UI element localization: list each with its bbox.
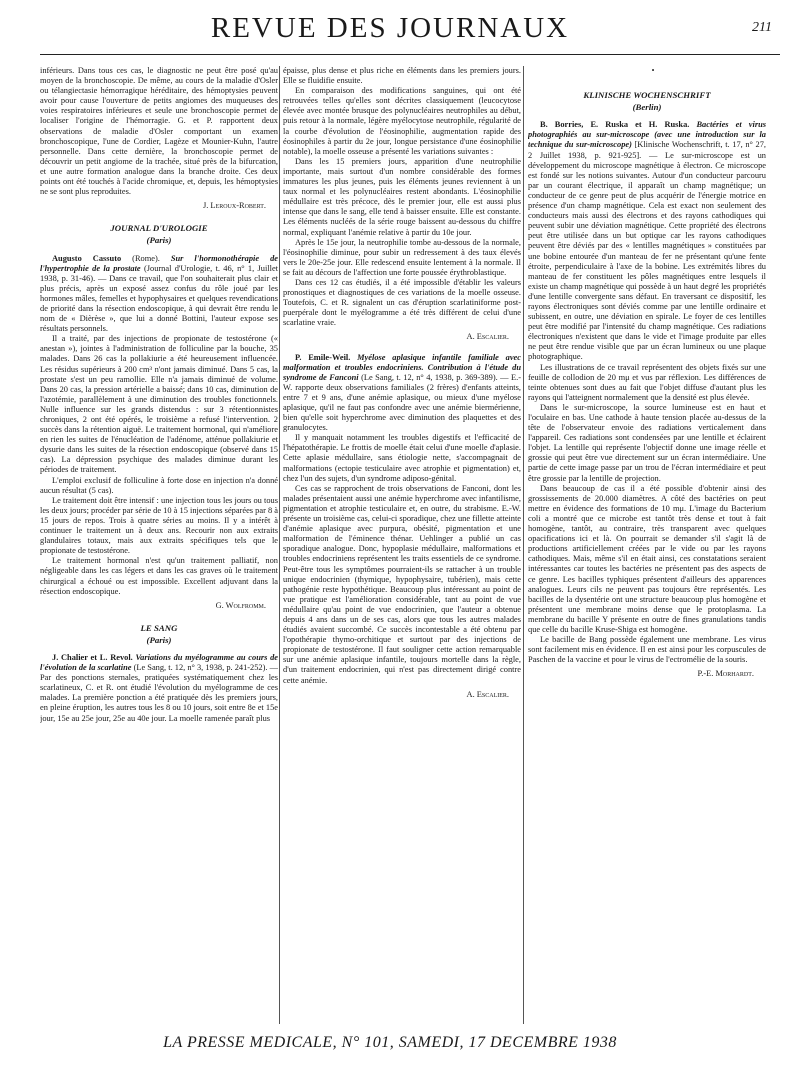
- page-number: 211: [752, 20, 772, 35]
- section-subtitle: (Berlin): [632, 102, 662, 113]
- section-subtitle: (Paris): [146, 235, 172, 246]
- section-title: LE SANG: [140, 622, 178, 633]
- article-author: J. Chalier et L. Revol.: [52, 652, 136, 662]
- paragraph: Après le 15e jour, la neutrophilie tombe au-dessous de la normale, l'éosinophilie diminue, pour subir un redressement à des taux élevés vers le 20e-25e jour. Elle redescend ensuite lentement à la normale. Il se fait au décours de l'affection une forte poussée érythroblastique.: [283, 237, 521, 277]
- column-1: [40, 66, 278, 1028]
- article-author: P. Emile-Weil.: [295, 352, 358, 362]
- paragraph: L'emploi exclusif de folliculine à forte dose en injection n'a donné aucun résultat (5 cas).: [40, 475, 278, 495]
- header-rule: [40, 54, 780, 55]
- page-header: [40, 8, 772, 62]
- paragraph: Dans beaucoup de cas il a été possible d'obtenir ainsi des grossissements de 20.000 diamètres. A côté des bactéries on peut mettre en évidence des formations de 10 mμ. L'image du Bacterium coli a montré que ce microbe est tantôt très dense et tout à fait homogène, tantôt, au contraire, très transparent avec quelques opacifications ici et là. On pourrait se demander s'il s'agit là de productions artificiellement créées par le vide ou par les rayons cathodiques. Mais, même s'il en était ainsi, ces constatations seraient intéressantes car toutes les bactéries ne présentent pas des aspects de ce genre. Les bacilles typhiques présentent d'ailleurs des apparences analogues. Leurs cils ne peuvent pas toujours être représentés. Les bacilles de la dysentérie ont une structure beaucoup plus homogène et présentent une membrane moins dense que le protoplasma. La membrane du bacille Y présente en outre de fines granulations tandis que celle du bacille Kruse-Shiga est homogène.: [528, 483, 766, 634]
- article-title: Variations du myélogramme au cours de l'évolution de la scarlatine: [40, 652, 278, 673]
- signature: P.-E. Morhardt.: [697, 669, 754, 679]
- section-subtitle: (Paris): [146, 634, 172, 645]
- article-reference: (Journal d'Urologie, t. 46, n° 1, Juillet 1938, p. 31-46). — Dans ce travail, que l'on souhaiterait plus clair et plus précis, après un exposé assez confus du rôle joué par les hormones mâles, femelles et hypophysaires et quelques revendications de priorité dans la résection endoscopique, à qui devrait être rendu le nom de « Dièrèse », que lui a donné Bottini, l'auteur expose ses résultats personnels.: [40, 263, 278, 334]
- article-intro: [40, 653, 278, 724]
- article-title: Myélose aplasique infantile familiale avec malformation et troubles endocriniens. Contribution à l'étude du syndrome de Fanconi: [283, 352, 521, 382]
- separator-dot: •: [651, 66, 655, 75]
- paragraph: Le traitement doit être intensif : une injection tous les jours ou tous les deux jours; procéder par série de 10 à 15 injections séparées par 8 à 15 jours de repos. Trois à quatre séries au moins. Il y a intérêt à continuer le traitement un à deux ans. Recourir non aux extraits glandulaires totaux, mais aux extraits spécifiques tels que le propionate de testostérone.: [40, 495, 278, 556]
- article-intro: [528, 120, 766, 362]
- signature: A. Escalier.: [466, 689, 509, 699]
- article-reference: (Le Sang, t. 12, n° 4, 1938, p. 369-389). — E.-W. rapporte deux observations familiales (2 frères) d'enfants atteints, entre 7 et 9 ans, d'une anémie aplasique, ou mieux d'une myélose aplasique, qu'il ne faut pas confondre avec une anémie biermérienne, bien qu'elle soit hyperchrome avec diminution des plaquettes et des granulocytes.: [283, 372, 521, 433]
- article-author: B. Borries, E. Ruska et H. Ruska.: [540, 120, 697, 130]
- article-title: Bactéries et virus photographiés au sur-microscope (avec une introduction sur la technique du sur-microscope): [528, 120, 766, 150]
- column-2: [283, 66, 521, 1028]
- lead-paragraph: épaisse, plus dense et plus riche en éléments dans les premiers jours. Elle se fluidifie ensuite.: [283, 66, 521, 86]
- section-title: KLINISCHE WOCHENSCHRIFT: [583, 90, 711, 101]
- journal-title: REVUE DES JOURNAUX: [210, 12, 570, 44]
- lead-paragraph: inférieurs. Dans tous ces cas, le diagnostic ne peut être posé qu'au moyen de la bronchoscopie. De même, au cours de la maladie d'Osler ou télangiectasie hémorragique héréditaire, des hémoptysies peuvent avoir pour cause l'ouverture de petits angiomes des muqueuses des voies respiratoires inférieures et seule une bronchoscopie permet de localiser l'origine de l'hémorragie. G. et P. rapportent deux observations de maladie d'Osler comportant un examen bronchoscopique, l'une de Cordier, Lagèze et Mounier-Kuhn, l'autre personnelle. Dans cette dernière, la bronchoscopie permet de découvrir un petit angiome de la trachée, situé près de la bifurcation, et une autre formation analogue dans la branche droite. Ces deux points ont été touchés à l'acide chromique, et, depuis, les hémoptysies ne se sont plus reproduites.: [40, 66, 278, 197]
- paragraph: Dans les 15 premiers jours, apparition d'une neutrophilie importante, mais surtout d'un nombre considérable des formes immatures les plus jeunes, puis les éléments jeunes reviennent à un taux normal et les polynucléaires restent abondants. L'éosinophilie médullaire est très précoce, dès le premier jour, elle est aussi plus intense que dans le sang, elle tend à baisser ensuite. Elle est constante. Les éléments nucléés de la série rouge baissent au-dessous du chiffre normal, expliquant l'anémie relative à partir du 10e jour.: [283, 156, 521, 237]
- paragraph: Le bacille de Bang possède également une membrane. Les virus sont facilement mis en évidence. Il en est ainsi pour les corpuscules de Paschen de la vaccine et pour le virus de l'ectromélie de la souris.: [528, 635, 766, 665]
- signature: J. Leroux-Robert.: [202, 201, 266, 211]
- column-3: [528, 66, 766, 1028]
- article-reference: (Le Sang, t. 12, n° 3, 1938, p. 241-252). — Par des ponctions sternales, pratiquées systématiquement chez les scarlatineux, C. et R. ont étudié l'évolution du myélogramme de ces malades. La première ponction a été pratiquée dès les premiers jours, en pleine éruption, les autres tous les 8 ou 10 jours, soit entre 8e et 15e jour, 15e au 25e jour, 25e au 40e jour. La moelle ramenée paraît plus: [40, 663, 278, 723]
- paragraph: Ces cas se rapprochent de trois observations de Fanconi, dont les malades présentaient aussi une anémie hyperchrome avec infantilisme, pigmentation et atrophie testiculaire et, en outre, du strabisme. E.-W. présente un troisième cas, celui-ci sporadique, chez une fillette atteinte d'anémie aplasique avec purpura, obésité, pigmentation et une malformation de l'éminence thénar. Uehlinger a publié un cas sporadique analogue. Donc, hypoplasie médullaire, malformations et troubles endocriniens représentent les traits essentiels de ce syndrome. Peut-être tous les symptômes pourraient-ils se rattacher à un trouble unique endocrinien (thymique, hypophysaire, tubérien), mais cette pathogénie reste hypothétique. Beaucoup plus intéressant au point de vue pratique est l'amélioration considérable, tant au point de vue médullaire qu'au point de vue endocrinien, que l'auteur a obtenue depuis 4 ans dans un de ses cas, alors que tous les autres malades étudiés avaient succombé. Ce succès incontestable a été obtenu par l'opothérapie thymo-orchitique et surtout par des injections de propionate de testostérone. Il faut souligner cette action remarquable sur une anémie aplasique infantile, toujours mortelle dans la règle, d'un traitement endocrinien, qui n'est pas directement dirigé contre cette anémie.: [283, 483, 521, 685]
- paragraph: Il a traité, par des injections de propionate de testostérone (« anestan »), jointes à l'administration de folliculine par la bouche, 35 malades. Dans 26 cas la pollakiurie a été heureusement influencée. Les résidus supérieurs à 200 cm³ n'ont jamais diminué. Dans 5 cas, la prostate s'est un peu ramollie. Elle n'a jamais diminué de volume. Dans 20 cas, la pression artérielle a baissé; dans 10 cas, diminution de l'azotémie, parallèlement à une diminution des troubles fonctionnels. Nulle influence sur les grands distendus : sur 3 rétentionnistes chroniques, 2 ont été opérés, le troisième a refusé l'intervention. 2 succès dans la rétention aiguë. Le traitement hormonal, qui n'améliore en rien les suites de l'énucléation de l'adénome, atténue pollakiurie et dysurie dans les suites de la résection endoscopique (observé dans 15 cas). La dépression psychique des malades diminue durant les périodes de traitement.: [40, 334, 278, 475]
- paragraph: Dans ces 12 cas étudiés, il a été impossible d'établir les valeurs pronostiques et diagnostiques de ces variations de la moelle osseuse. Toutefois, C. et R. signalent un cas d'éruption scarlatiniforme post-puerpérale dont le myélogramme a été très différent de celui d'une scarlatine vraie.: [283, 277, 521, 328]
- signature: A. Escalier.: [466, 332, 509, 342]
- article-author: Augusto Cassuto: [52, 253, 122, 263]
- paragraph: Il y manquait notamment les troubles digestifs et l'efficacité de l'hépatothérapie. Le frottis de moelle était celui d'une moelle d'aplasie. Cette aplasie médullaire, sans étiologie nette, s'accompagnait de malformations (ectopie testiculaire avec atrophie et pigmentation) et, chez l'un des sujets, d'un syndrome adiposo-génital.: [283, 433, 521, 483]
- article-location: (Rome).: [121, 253, 171, 263]
- section-title: JOURNAL D'UROLOGIE: [110, 223, 208, 234]
- paragraph: En comparaison des modifications sanguines, qui ont été retrouvées telles qu'elles sont décrites classiquement (leucocytose élevée avec montée brusque des polynucléaires neutrophiles au début, puis retour à la normale, légère myélocytose neutrophile, régularité de la courbe d'évolution de l'éosinophilie, augmentation rapide des éosinophiles à partir du 2e jour, longue persistance d'une éosinophilie notable), la moelle osseuse a présenté les variations suivantes :: [283, 86, 521, 156]
- page-footer: LA PRESSE MEDICALE, N° 101, SAMEDI, 17 DECEMBRE 1938: [163, 1034, 617, 1051]
- article-title: Sur l'hormonothérapie de l'hypertrophie de la prostate: [40, 253, 278, 273]
- article-intro: [40, 254, 278, 335]
- paragraph: Le traitement hormonal n'est qu'un traitement palliatif, non négligeable dans les cas légers et dans les cas graves où le traitement chirurgical a échoué ou est impossible. Excellent adjuvant dans la résection endoscopique.: [40, 556, 278, 596]
- paragraph: Dans le sur-microscope, la source lumineuse est en haut et l'oculaire en bas. Une cathode à haute tension placée au-dessus de la tête de l'observateur envoie des radiations verticalement dans l'appareil. Ces radiations sont condensées par une lentille et éclairent l'objet. La lentille qui représente l'objectif donne une image réelle et grossie qui peut être vue directement sur un écran intermédiaire. Une partie de cette image passe par un trou de l'écran intermédiaire et peut être grossie par la lentille de projection.: [528, 402, 766, 483]
- column-divider-2: [523, 66, 524, 1024]
- paragraph: Les illustrations de ce travail représentent des objets fixés sur une feuille de collodion de 20 mμ et vus par réflexion. Les différences de teinte obtenues sont dues au fait que l'objet diffuse d'autant plus les rayons qui l'atteignent normalement que la densité est plus élevée.: [528, 362, 766, 402]
- article-reference: [Klinische Wochenschrift, t. 17, n° 27, 2 Juillet 1938, p. 921-925]. — Le sur-microscope est un développement du microscope magnétique à électron. Ce microscope est fondé sur les notions suivantes. Autour d'un conducteur parcouru par un courant électrique, il apparaît un champ magnétique; un conducteur de ce genre peut de plus acquérir de l'énergie motrice en présence d'un champ magnétique. Cela est exact non seulement des conducteurs mais aussi des électrons et des rayons cathodiques qui peuvent subir une déviation magnétique. Cette propriété des électrons peut être utilisée dans un but optique car les rayons cathodiques peuvent être déviés par des « lentilles magnétiques » constituées par une bobine entourée d'un manteau de fer ne présentant qu'une fente étroite, perpendiculaire à l'axe de la bobine. Les extrémités libres du manteau de fer constituent les pôles magnétiques entre lesquels il existe un champ magnétique qui possède à un haut degré les propriétés d'une lentille convergente sans défaut. En traversant ce dispositif, les rayons électroniques sont déviés comme par une lentille ordinaire et subissent, en outre, une déviation en spirale. Le foyer de ces lentilles peut être modifié par l'intensité du champ magnétique. Ces radiations électroniques n'existent que dans le vide et l'image produite par elles ne peut être rendue visible que par un écran lumineux ou une plaque photographique.: [528, 140, 766, 362]
- column-divider-1: [279, 66, 280, 1024]
- signature: G. Wolfromm.: [215, 600, 266, 610]
- article-intro: [283, 353, 521, 434]
